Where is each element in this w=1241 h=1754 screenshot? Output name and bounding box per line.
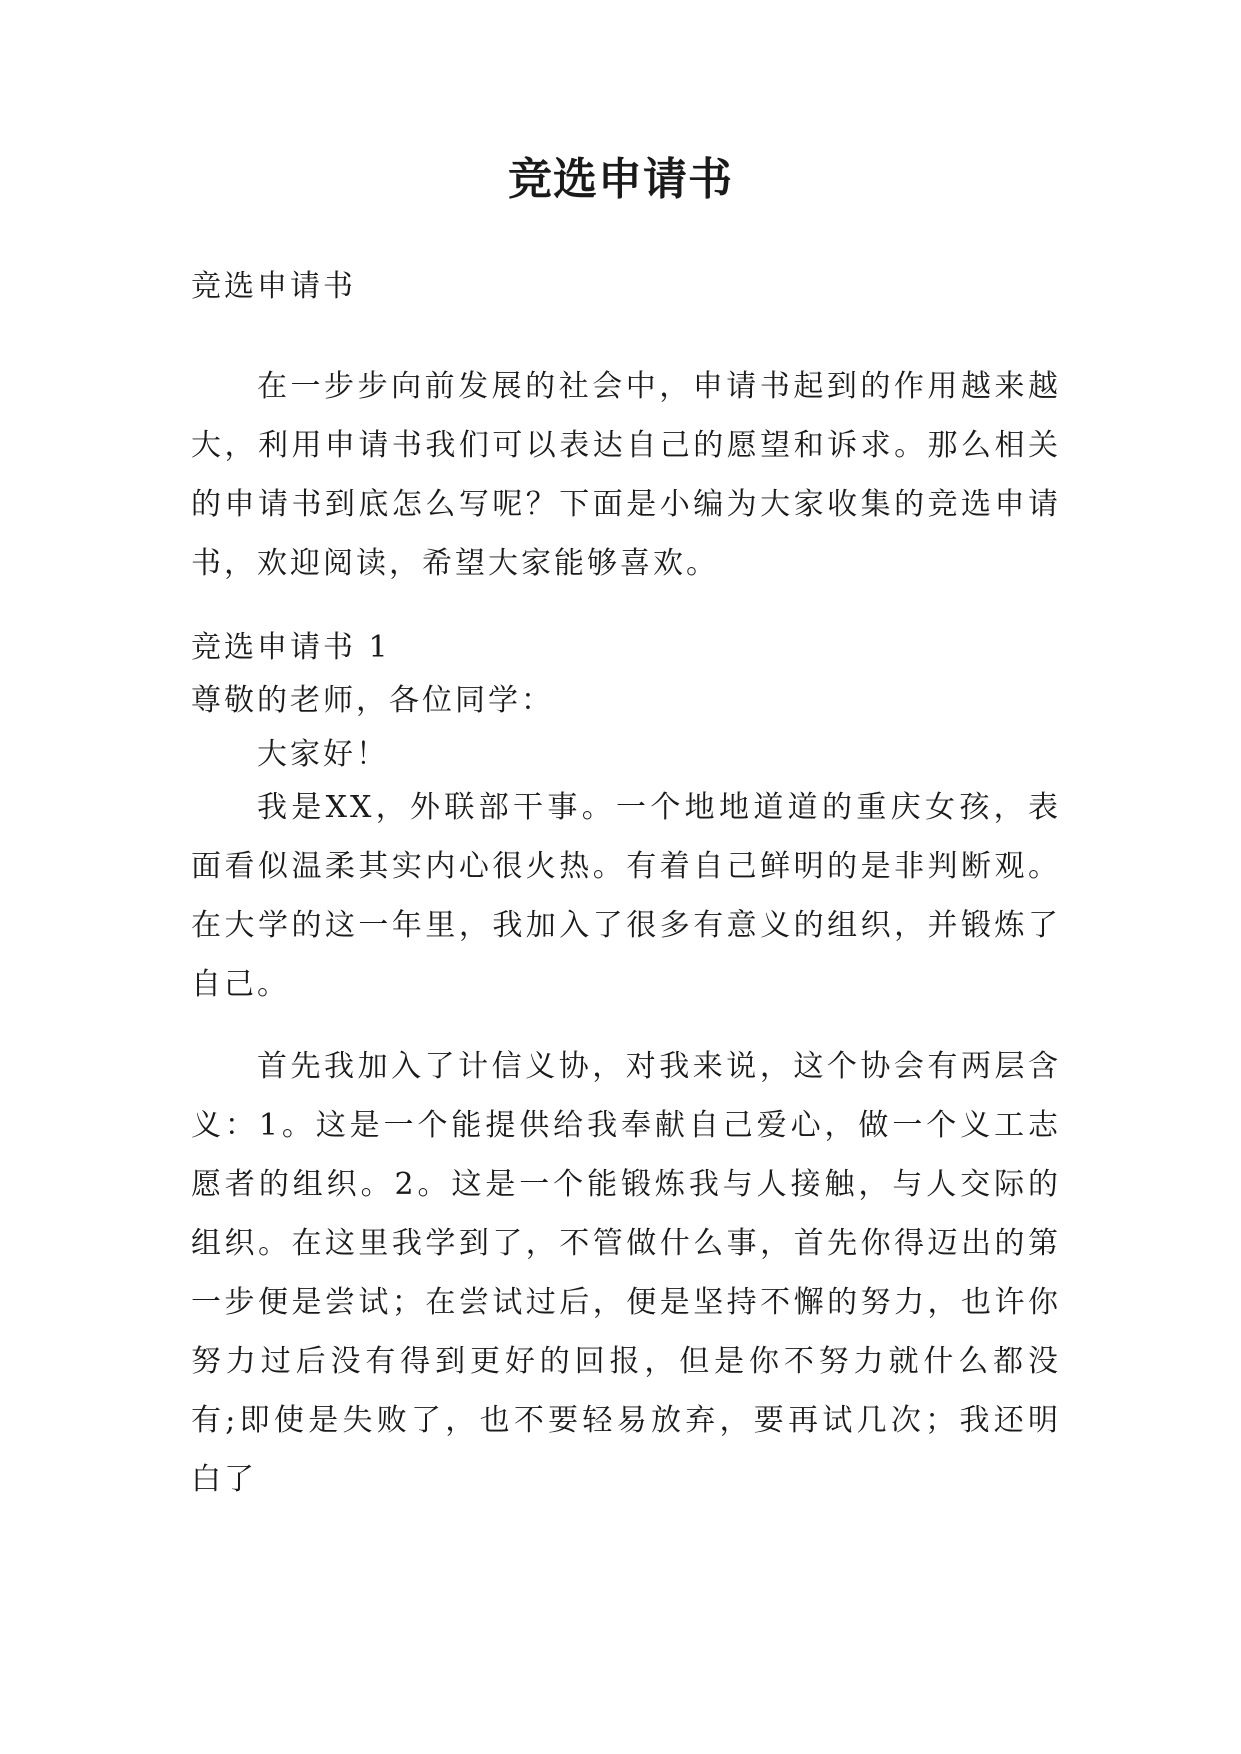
experience-paragraph: 首先我加入了计信义协，对我来说，这个协会有两层含义：1。这是一个能提供给我奉献自己爱心，做一个义工志愿者的组织。2。这是一个能锻炼我与人接触，与人交际的组织。在这里我学到了，不管做什么事，首先你得迈出的第一步便是尝试；在尝试过后，便是坚持不懈的努力，也许你努力过后没有得到更好的回报，但是你不努力就什么都没有;即使是失败了，也不要轻易放弃，要再试几次；我还明白了 [191,1049,1061,1497]
salutation: 尊敬的老师，各位同学： [191,683,554,718]
intro-paragraph: 在一步步向前发展的社会中，申请书起到的作用越来越大，利用申请书我们可以表达自己的愿望和诉求。那么相关的申请书到底怎么写呢？下面是小编为大家收集的竞选申请书，欢迎阅读，希望大家能够喜欢。 [191,369,1061,581]
subtitle-line: 竞选申请书 [191,269,356,304]
self-introduction-paragraph: 我是XX，外联部干事。一个地地道道的重庆女孩，表面看似温柔其实内心很火热。有着自己鲜明的是非判断观。在大学的这一年里，我加入了很多有意义的组织，并锻炼了自己。 [191,790,1061,1002]
document-title: 竞选申请书 [508,154,733,205]
section-heading: 竞选申请书 1 [191,630,391,665]
greeting: 大家好！ [257,737,389,772]
